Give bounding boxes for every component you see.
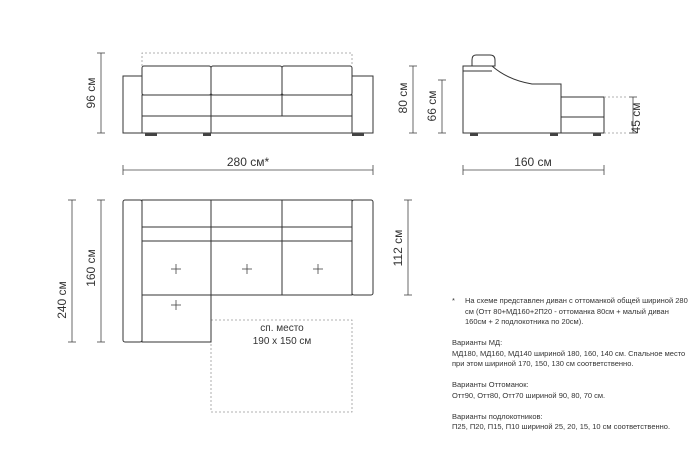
armrest-variants-text: П25, П20, П15, П10 шириной 25, 20, 15, 10 см соответственно. (452, 422, 671, 431)
dim-plan-right-depth: 112 см (391, 229, 405, 267)
sleep-size: 190 х 150 см (252, 336, 312, 347)
dim-ottoman-height: 45 см (629, 102, 643, 134)
dim-plan-sofa-depth: 160 см (84, 249, 98, 287)
sleep-label: сп. место (260, 323, 304, 334)
dim-seat-height: 66 см (425, 90, 439, 122)
armrest-variants-title: Варианты подлокотников: (452, 411, 543, 421)
dim-back-height: 80 см (396, 82, 410, 114)
star-note (452, 296, 692, 328)
side-view (463, 55, 628, 136)
front-view (123, 53, 373, 136)
star-note-text: На схеме представлен диван с оттоманкой общей шириной 280 см (Отт 80+МД160+2П20 - оттоманка 80см + малый диван 160см + 2 подлокотника по 20см). (465, 296, 688, 326)
dim-front-height: 96 см (84, 77, 98, 109)
dim-front-width: 280 см* (226, 155, 270, 169)
dim-plan-total-depth: 240 см (55, 281, 69, 319)
md-variants-title: Варианты МД: (452, 338, 503, 347)
ottoman-variants-title: Варианты Оттоманок: (452, 380, 529, 389)
dim-side-depth: 160 см (514, 155, 552, 169)
md-variants-text: МД180, МД160, МД140 шириной 180, 160, 140 см. Спальное место при этом шириной 170, 150, 130 см соответственно. (452, 348, 686, 368)
plan-view (123, 200, 373, 412)
ottoman-variants-text: Отт90, Отт80, Отт70 шириной 90, 80, 70 см. (452, 390, 606, 400)
ottoman-variants (452, 380, 692, 401)
star-mark: * (452, 296, 455, 305)
notes-panel (452, 296, 692, 443)
md-variants (452, 338, 692, 370)
armrest-variants (452, 412, 692, 433)
